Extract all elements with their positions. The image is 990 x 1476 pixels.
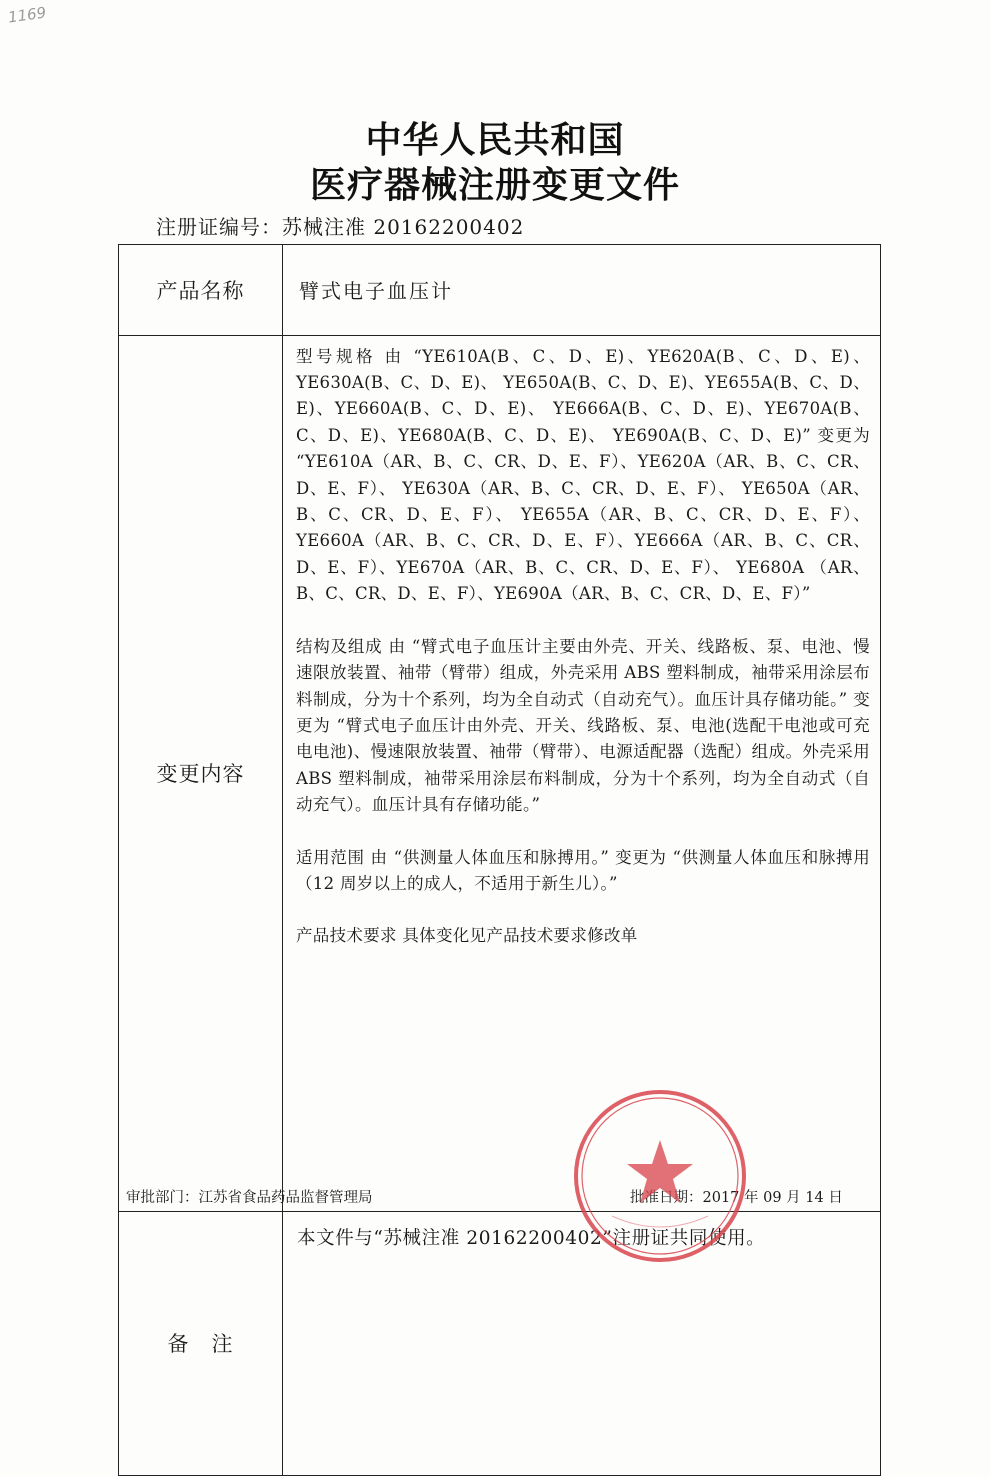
change-document-table (118, 244, 881, 1476)
official-seal-stamp (572, 1088, 748, 1264)
registration-label: 注册证编号： (156, 215, 282, 239)
registration-number: 苏械注准 20162200402 (282, 215, 525, 239)
product-name-row (119, 245, 881, 336)
approval-department: 审批部门：江苏省食品药品监督管理局 (126, 1190, 373, 1206)
change-scope: 适用范围 由 “供测量人体血压和脉搏用。” 变更为 “供测量人体血压和脉搏用（12 周岁以上的成人，不适用于新生儿）。” (296, 847, 870, 893)
change-structure: 结构及组成 由 “臂式电子血压计主要由外壳、开关、线路板、泵、电池、慢速限放装置、袖带（臂带）组成，外壳采用 ABS 塑料制成，袖带采用涂层布料制成，分为十个系列，均为全自动式（自动充气）。血压计具存储功能。” 变更为 “臂式电子血压计由外壳、开关、线路板、泵、电池(选配干电池或可充电电池)、慢速限放装置、袖带（臂带）、电源适配器（选配）组成。外壳采用 ABS 塑料制成，袖带采用涂层布料制成，分为十个系列，均为全自动式（自动充气）。血压计具有存储功能。” (296, 636, 870, 815)
change-tech-requirements: 产品技术要求 具体变化见产品技术要求修改单 (296, 926, 638, 946)
product-name-label: 产品名称 (119, 245, 283, 336)
document-title-line1: 中华人民共和国 (365, 120, 625, 161)
approval-date: 批准日期：2017 年 09 月 14 日 (630, 1190, 843, 1206)
product-name-value: 臂式电子血压计 (283, 245, 881, 336)
registration-number-line (156, 211, 524, 240)
change-content-label: 变更内容 (119, 335, 283, 1211)
change-content-row (119, 335, 881, 1211)
change-model-spec: 型号规格 由 “YE610A(B、C、D、E)、YE620A(B、C、D、E)、YE630A(B、C、D、E)、 YE650A(B、C、D、E)、YE655A(B、C、D、E)、YE660A(B、C、D、E)、 YE666A(B、C、D、E)、YE670A(B、C、D、E)、YE680A(B、C、D、E)、 YE690A(B、C、D、E)” 变更为 “YE610A（AR、B、C、CR、D、E、F）、YE620A（AR、B、C、CR、D、E、F）、 YE630A（AR、B、C、CR、D、E、F）、 YE650A（AR、B、C、CR、D、E、F）、 YE655A（AR、B、C、CR、D、E、F）、 YE660A（AR、B、C、CR、D、E、F）、YE666A（AR、B、C、CR、D、E、F）、YE670A（AR、B、C、CR、D、E、F）、 YE680A （AR、B、C、CR、D、E、F）、YE690A（AR、B、C、CR、D、E、F）” (296, 346, 870, 604)
page-number: 1169 (6, 3, 48, 27)
document-title-line2: 医疗器械注册变更文件 (309, 165, 680, 206)
remark-row (119, 1211, 881, 1475)
remark-label: 备 注 (119, 1211, 283, 1475)
change-content-cell (283, 335, 881, 1211)
remark-text: 本文件与“苏械注准 20162200402”注册证共同使用。 (297, 1227, 766, 1249)
